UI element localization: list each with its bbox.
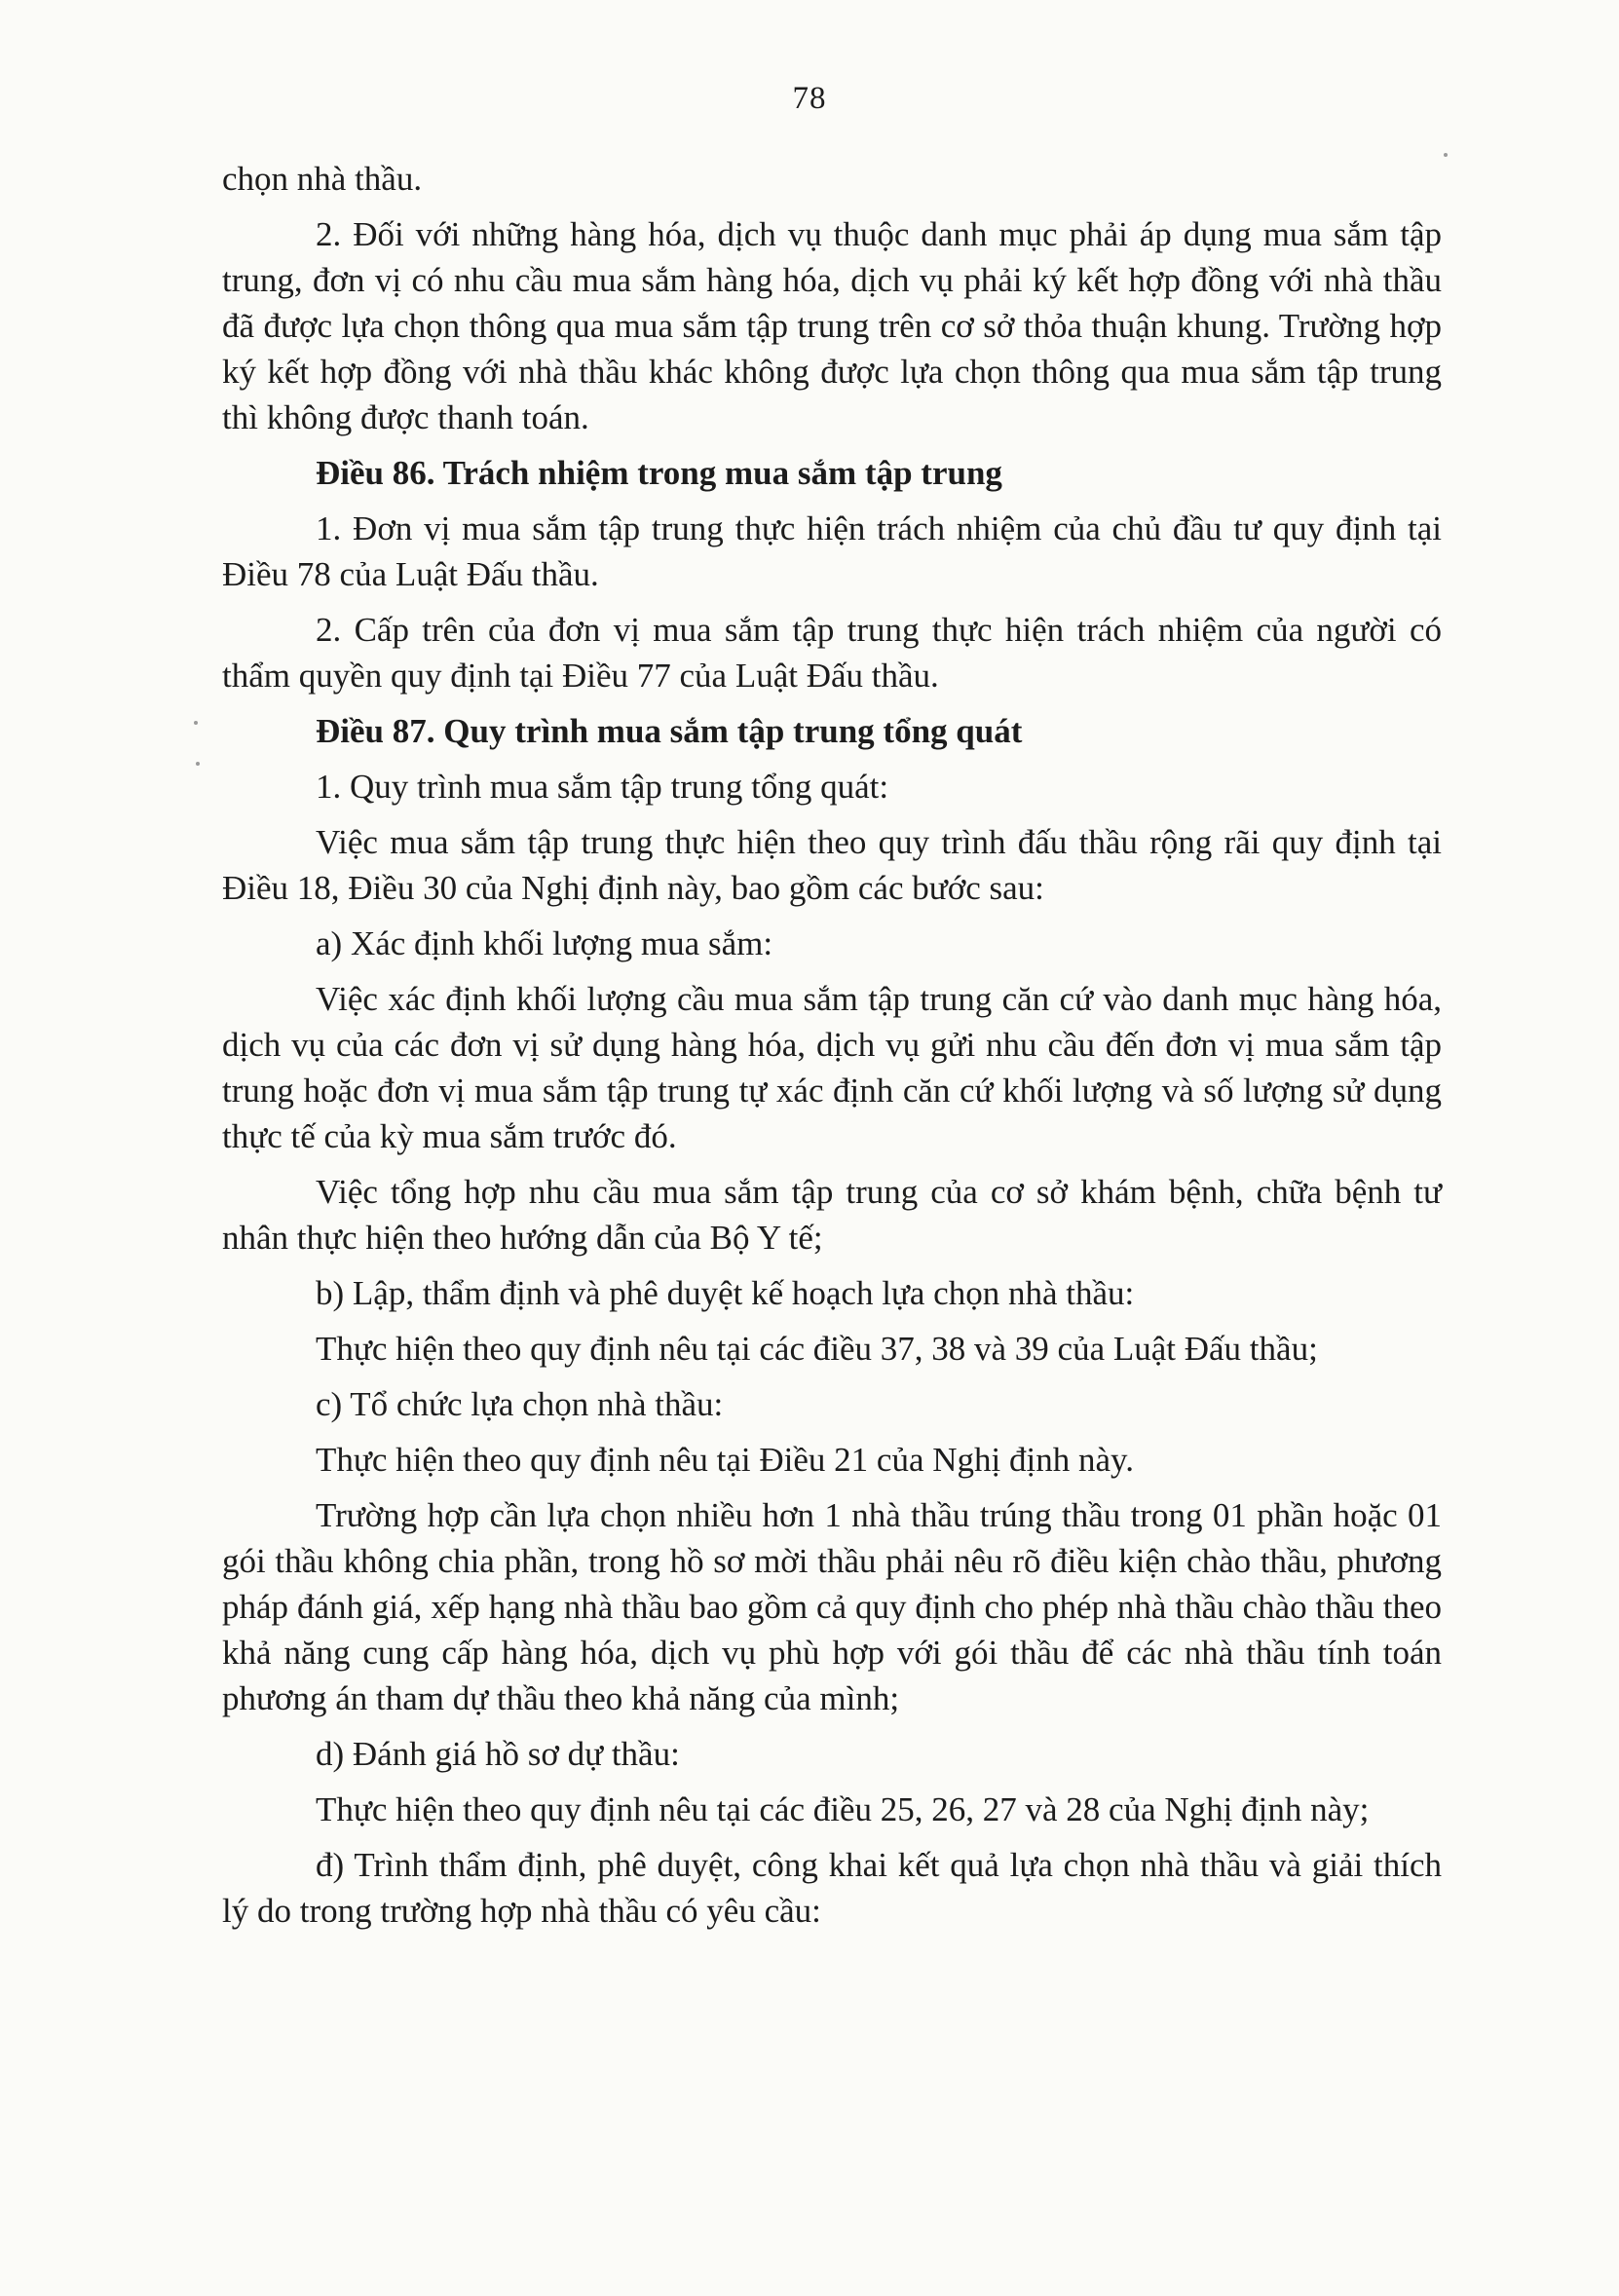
page-content xyxy=(222,156,1442,1943)
paragraph-87-intro: Việc mua sắm tập trung thực hiện theo quy trình đấu thầu rộng rãi quy định tại Điều 18, Điều 30 của Nghị định này, bao gồm các bước sau: xyxy=(222,823,1442,907)
scan-speck xyxy=(194,721,198,725)
article-87-heading: Điều 87. Quy trình mua sắm tập trung tổng quát xyxy=(316,712,1023,750)
item-a-body-1: Việc xác định khối lượng cầu mua sắm tập trung căn cứ vào danh mục hàng hóa, dịch vụ của các đơn vị sử dụng hàng hóa, dịch vụ gửi nhu cầu đến đơn vị mua sắm tập trung hoặc đơn vị mua sắm tập trung tự xác định căn cứ khối lượng và số lượng sử dụng thực tế của kỳ mua sắm trước đó. xyxy=(222,980,1442,1155)
item-b-body: Thực hiện theo quy định nêu tại các điều 37, 38 và 39 của Luật Đấu thầu; xyxy=(316,1330,1318,1368)
page-number: 78 xyxy=(792,81,827,116)
paragraph-87-1: 1. Quy trình mua sắm tập trung tổng quát: xyxy=(316,768,889,806)
item-c-title: c) Tổ chức lựa chọn nhà thầu: xyxy=(316,1385,724,1423)
paragraph-86-1: 1. Đơn vị mua sắm tập trung thực hiện trách nhiệm của chủ đầu tư quy định tại Điều 78 của Luật Đấu thầu. xyxy=(222,509,1442,593)
item-a-body-2: Việc tổng hợp nhu cầu mua sắm tập trung của cơ sở khám bệnh, chữa bệnh tư nhân thực hiện theo hướng dẫn của Bộ Y tế; xyxy=(222,1173,1442,1257)
item-d-title: d) Đánh giá hồ sơ dự thầu: xyxy=(316,1735,680,1773)
item-dd-title: đ) Trình thẩm định, phê duyệt, công khai kết quả lựa chọn nhà thầu và giải thích lý do trong trường hợp nhà thầu có yêu cầu: xyxy=(222,1846,1442,1930)
item-b-title: b) Lập, thẩm định và phê duyệt kế hoạch lựa chọn nhà thầu: xyxy=(316,1274,1135,1312)
scan-speck xyxy=(1444,153,1448,157)
paragraph-85-2: 2. Đối với những hàng hóa, dịch vụ thuộc danh mục phải áp dụng mua sắm tập trung, đơn vị có nhu cầu mua sắm hàng hóa, dịch vụ phải ký kết hợp đồng với nhà thầu đã được lựa chọn thông qua mua sắm tập trung trên cơ sở thỏa thuận khung. Trường hợp ký kết hợp đồng với nhà thầu khác không được lựa chọn thông qua mua sắm tập trung thì không được thanh toán. xyxy=(222,215,1442,436)
paragraph-continuation: chọn nhà thầu. xyxy=(222,160,423,198)
item-d-body: Thực hiện theo quy định nêu tại các điều 25, 26, 27 và 28 của Nghị định này; xyxy=(316,1790,1370,1828)
item-c-body-2: Trường hợp cần lựa chọn nhiều hơn 1 nhà thầu trúng thầu trong 01 phần hoặc 01 gói thầu không chia phần, trong hồ sơ mời thầu phải nêu rõ điều kiện chào thầu, phương pháp đánh giá, xếp hạng nhà thầu bao gồm cả quy định cho phép nhà thầu chào thầu theo khả năng cung cấp hàng hóa, dịch vụ phù hợp với gói thầu để các nhà thầu tính toán phương án tham dự thầu theo khả năng của mình; xyxy=(222,1496,1442,1717)
item-c-body-1: Thực hiện theo quy định nêu tại Điều 21 của Nghị định này. xyxy=(316,1441,1134,1479)
item-a-title: a) Xác định khối lượng mua sắm: xyxy=(316,924,773,962)
scan-speck xyxy=(196,762,200,766)
article-86-heading: Điều 86. Trách nhiệm trong mua sắm tập trung xyxy=(316,454,1002,492)
paragraph-86-2: 2. Cấp trên của đơn vị mua sắm tập trung thực hiện trách nhiệm của người có thẩm quyền quy định tại Điều 77 của Luật Đấu thầu. xyxy=(222,611,1442,695)
